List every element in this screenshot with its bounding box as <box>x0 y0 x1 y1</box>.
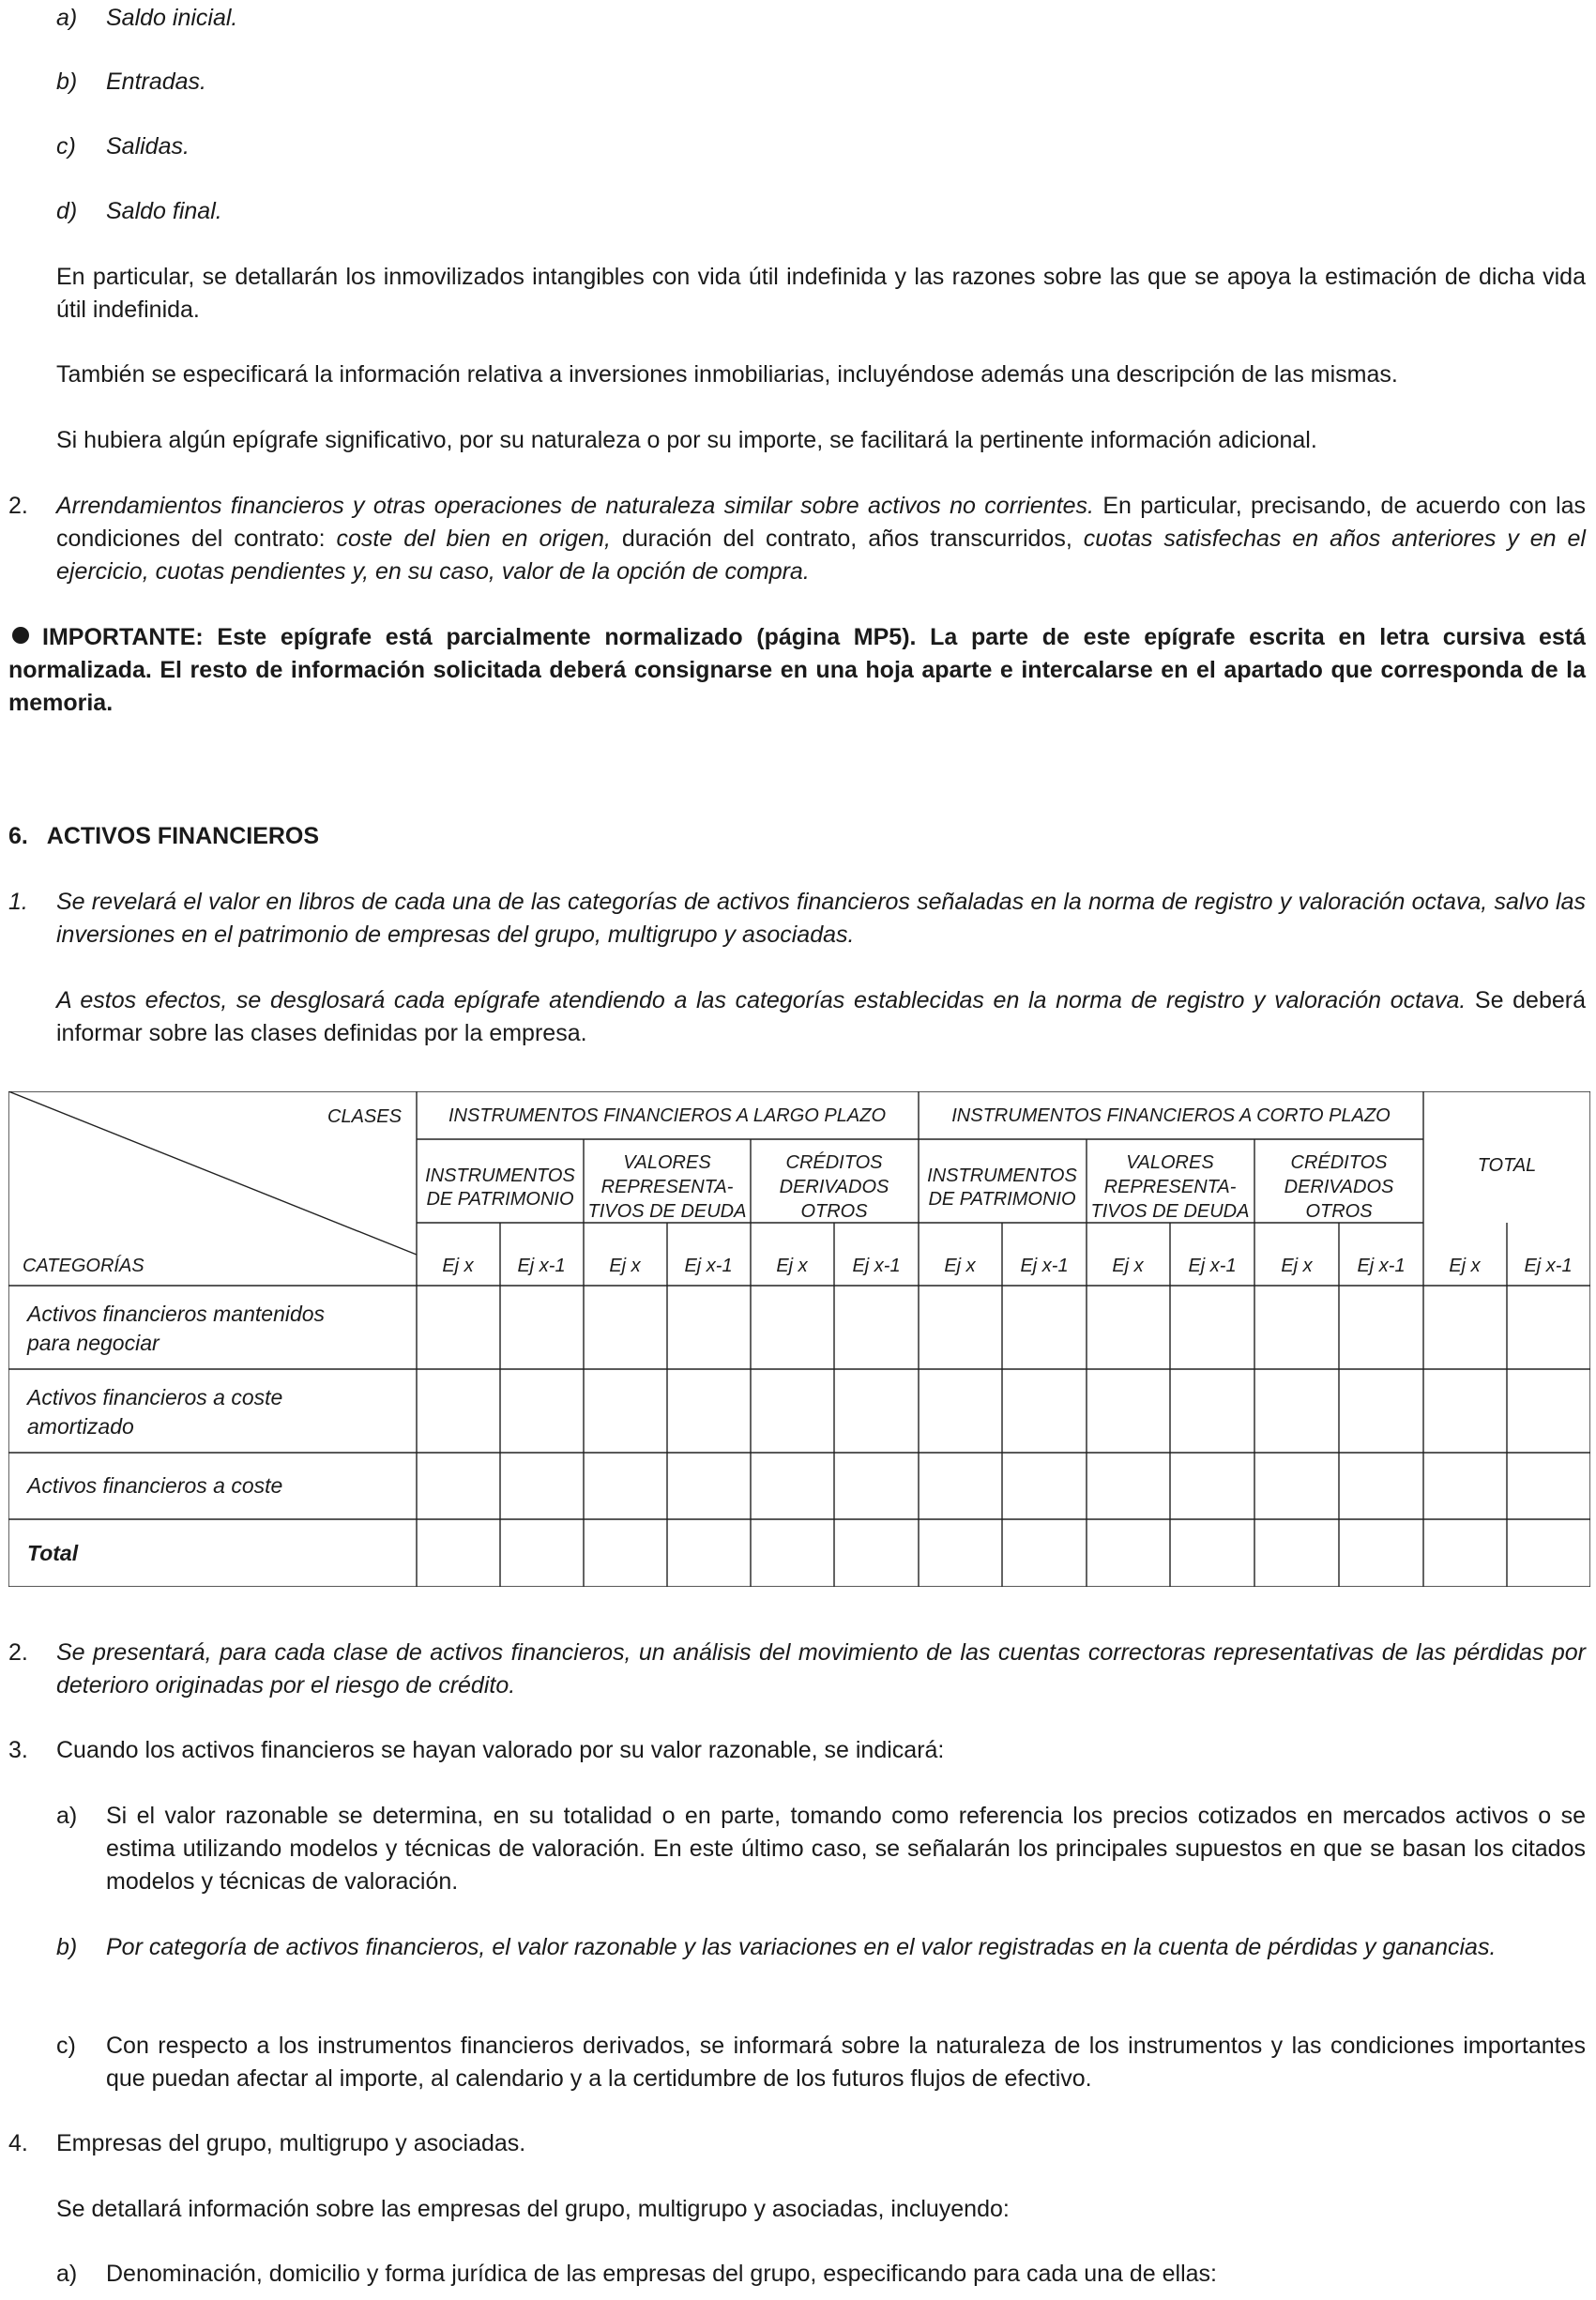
intro-item-b: b) <box>56 69 78 95</box>
group-largo-plazo: INSTRUMENTOS FINANCIEROS A LARGO PLAZO <box>448 1105 886 1126</box>
svg-text:TIVOS DE DEUDA: TIVOS DE DEUDA <box>587 1201 747 1222</box>
clases-label: CLASES <box>327 1106 402 1127</box>
s6-item-3c-text: Con respecto a los instrumentos financieros derivados, se informará sobre la naturaleza de los instrumentos y las condiciones importantes que puedan afectar al importe, al calendario y a la certidumbre de los futuros flujos de efectivo. <box>106 2033 1586 2092</box>
activos-financieros-table <box>8 1091 1590 1587</box>
s6-item-4-number: 4. <box>8 2130 28 2156</box>
s6-item-2-number: 2. <box>8 1639 28 1666</box>
s6-item-4-text: Empresas del grupo, multigrupo y asociadas. <box>56 2130 526 2156</box>
intro-item-a: a) <box>56 5 78 31</box>
svg-text:Ej x-1: Ej x-1 <box>1020 1256 1069 1276</box>
svg-text:VALORES: VALORES <box>623 1152 711 1173</box>
s6-item-1-number: 1. <box>8 889 28 915</box>
svg-text:Ej x: Ej x <box>609 1256 641 1276</box>
svg-text:INSTRUMENTOS: INSTRUMENTOS <box>425 1165 575 1186</box>
svg-text:Ej x-1: Ej x-1 <box>852 1256 901 1276</box>
s6-item-3a-text: Si el valor razonable se determina, en su totalidad o en parte, tomando como referencia los precios cotizados en mercados activos o se estima utilizando modelos y técnicas de valoración. En este último caso, se señalarán los principales supuestos en que se basan los citados modelos y técnicas de valoración. <box>106 1803 1586 1895</box>
intro-item-b-text: Entradas. <box>106 69 207 95</box>
intro-item-c-text: Salidas. <box>106 133 190 160</box>
s6-item-3a-label: a) <box>56 1803 78 1829</box>
svg-text:Ej x-1: Ej x-1 <box>684 1256 733 1276</box>
paragraph-intangibles: En particular, se detallarán los inmovilizados intangibles con vida útil indefinida y las razones sobre las que se apoya la estimación de dicha vida útil indefinida. <box>56 264 1586 323</box>
svg-text:REPRESENTA-: REPRESENTA- <box>1103 1177 1237 1197</box>
paragraph-epigrafe: Si hubiera algún epígrafe significativo, por su naturaleza o por su importe, se facilitará la pertinente información adicional. <box>56 427 1317 453</box>
s6-item-3b-label: b) <box>56 1934 78 1960</box>
svg-text:OTROS: OTROS <box>800 1201 868 1222</box>
s6-item-3-text: Cuando los activos financieros se hayan valorado por su valor razonable, se indicará: <box>56 1737 945 1763</box>
total-column-header: TOTAL <box>1477 1155 1537 1176</box>
importante-notice: IMPORTANTE: Este epígrafe está parcialmente normalizado (página MP5). La parte de este epígrafe escrita en letra cursiva está normalizada. El resto de información solicitada deberá consignarse en una hoja aparte e intercalarse en el apartado que corresponda de la memoria. <box>8 624 1586 716</box>
intro-item-d: d) <box>56 198 78 224</box>
s6-item-4a-label: a) <box>56 2261 78 2287</box>
svg-text:DERIVADOS: DERIVADOS <box>1284 1177 1394 1197</box>
svg-text:Ej x-1: Ej x-1 <box>1188 1256 1237 1276</box>
s6-item-2-text: Se presentará, para cada clase de activos financieros, un análisis del movimiento de las cuentas correctoras representativas de las pérdidas por deterioro originadas por el riesgo de crédito. <box>56 1639 1586 1698</box>
svg-text:DE PATRIMONIO: DE PATRIMONIO <box>426 1189 574 1210</box>
svg-text:amortizado: amortizado <box>27 1414 134 1439</box>
s6-item-1-text2: A estos efectos, se desglosará cada epígrafe atendiendo a las categorías establecidas en la norma de registro y valoración octava. Se deberá informar sobre las clases definidas por la empresa. <box>56 987 1586 1046</box>
svg-text:Ej x-1: Ej x-1 <box>1524 1256 1573 1276</box>
row-label-coste: Activos financieros a coste <box>27 1473 283 1498</box>
s6-item-1-text: Se revelará el valor en libros de cada una de las categorías de activos financieros señaladas en la norma de registro y valoración octava, salvo las inversiones en el patrimonio de empresas del grupo, multigrupo y asociadas. <box>56 889 1586 948</box>
svg-text:DERIVADOS: DERIVADOS <box>779 1177 889 1197</box>
svg-text:CRÉDITOS: CRÉDITOS <box>1290 1152 1388 1173</box>
item-2-number: 2. <box>8 493 28 519</box>
row-label-total: Total <box>27 1541 79 1565</box>
svg-text:Ej x: Ej x <box>1449 1256 1481 1276</box>
svg-text:Ej x: Ej x <box>1112 1256 1144 1276</box>
s6-item-4-detail: Se detallará información sobre las empresas del grupo, multigrupo y asociadas, incluyendo: <box>56 2196 1010 2222</box>
categorias-label: CATEGORÍAS <box>23 1256 144 1276</box>
svg-text:TIVOS DE DEUDA: TIVOS DE DEUDA <box>1090 1201 1250 1222</box>
svg-text:para negociar: para negociar <box>27 1331 160 1355</box>
svg-text:Ej x: Ej x <box>1281 1256 1313 1276</box>
svg-text:Ej x-1: Ej x-1 <box>1357 1256 1406 1276</box>
svg-text:DE PATRIMONIO: DE PATRIMONIO <box>928 1189 1076 1210</box>
s6-item-3-number: 3. <box>8 1737 28 1763</box>
section-title: 6. ACTIVOS FINANCIEROS <box>8 823 320 849</box>
svg-text:VALORES: VALORES <box>1126 1152 1214 1173</box>
bullet-icon <box>12 627 29 644</box>
svg-text:Ej x: Ej x <box>944 1256 976 1276</box>
svg-text:REPRESENTA-: REPRESENTA- <box>600 1177 734 1197</box>
row-label-negociar: Activos financieros mantenidos <box>27 1302 326 1326</box>
group-corto-plazo: INSTRUMENTOS FINANCIEROS A CORTO PLAZO <box>951 1105 1391 1126</box>
intro-item-c: c) <box>56 133 76 160</box>
svg-text:OTROS: OTROS <box>1305 1201 1373 1222</box>
s6-item-4a-text: Denominación, domicilio y forma jurídica de las empresas del grupo, especificando para cada una de ellas: <box>106 2261 1217 2287</box>
svg-text:Ej x-1: Ej x-1 <box>517 1256 566 1276</box>
item-2-text: Arrendamientos financieros y otras operaciones de naturaleza similar sobre activos no corrientes. En particular, precisando, de acuerdo con las condiciones del contrato: coste del bien en origen, duración del contrato, años transcurridos, cuotas satisfechas en años anteriores y en el ejercicio, cuotas pendientes y, en su caso, valor de la opción de compra. <box>56 493 1586 585</box>
paragraph-inversiones: También se especificará la información relativa a inversiones inmobiliarias, incluyéndose además una descripción de las mismas. <box>56 361 1398 388</box>
s6-item-3c-label: c) <box>56 2033 76 2059</box>
row-label-coste-amortizado: Activos financieros a coste <box>27 1385 283 1409</box>
svg-text:Ej x: Ej x <box>442 1256 474 1276</box>
intro-item-a-text: Saldo inicial. <box>106 5 238 31</box>
intro-item-d-text: Saldo final. <box>106 198 222 224</box>
svg-text:Ej x: Ej x <box>776 1256 808 1276</box>
svg-text:CRÉDITOS: CRÉDITOS <box>785 1152 883 1173</box>
svg-text:INSTRUMENTOS: INSTRUMENTOS <box>927 1165 1077 1186</box>
s6-item-3b-text: Por categoría de activos financieros, el valor razonable y las variaciones en el valor registradas en la cuenta de pérdidas y ganancias. <box>106 1934 1497 1960</box>
